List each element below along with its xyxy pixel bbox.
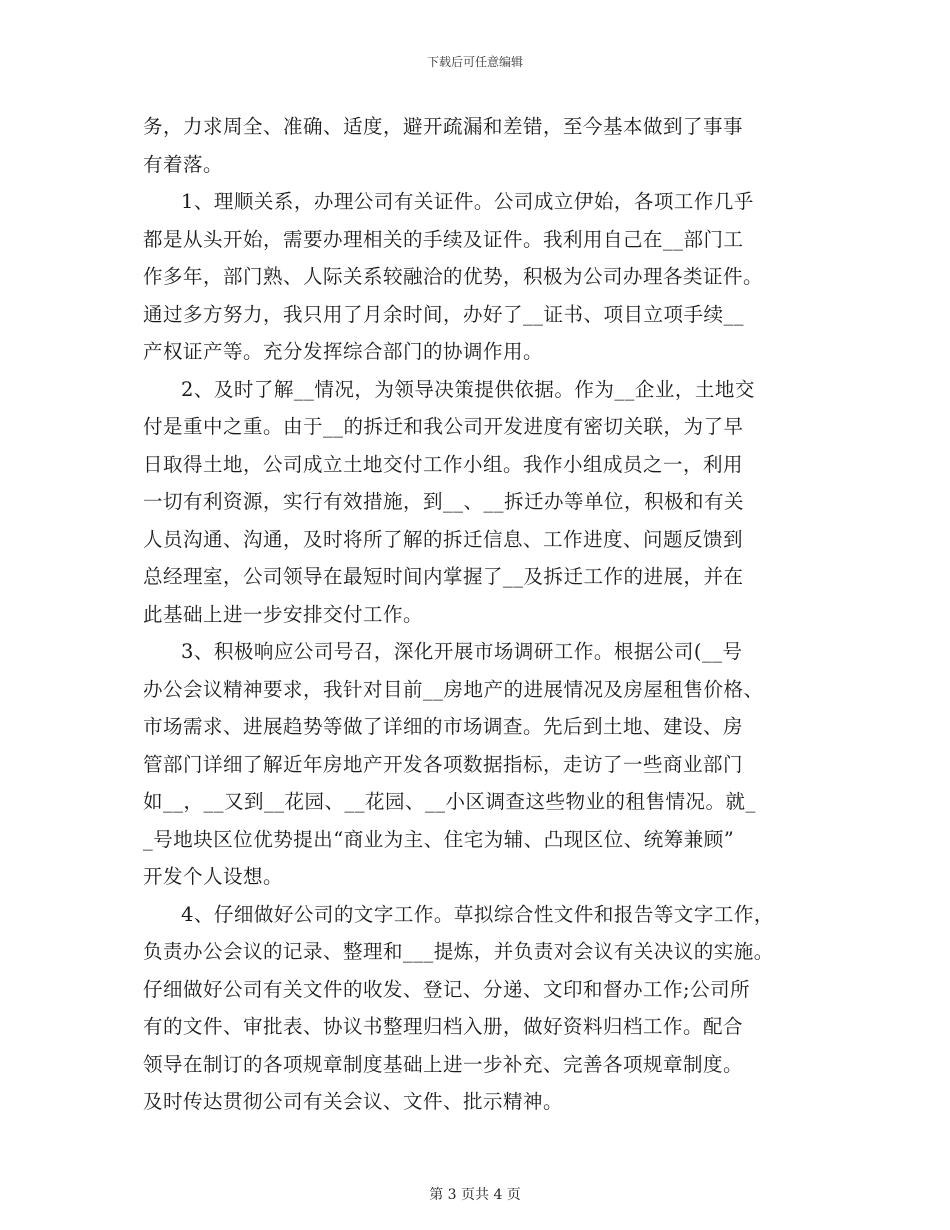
text-line: 人员沟通、沟通，及时将所了解的拆迁信息、工作进度、问题反馈到 [143,527,744,551]
text-line: 一切有利资源，实行有效措施，到__、__拆迁办等单位，积极和有关 [143,490,745,513]
text-line: 作多年，部门熟、人际关系较融洽的优势，积极为公司办理各类证件。 [143,265,764,288]
page-number: 第 3 页共 4 页 [429,1187,521,1203]
text-line: 都是从头开始，需要办理相关的手续及证件。我利用自己在__部门工 [143,227,744,251]
text-line: 有着落。 [143,152,224,176]
text-line: 产权证产等。充分发挥综合部门的协调作用。 [143,340,544,363]
text-line: 管部门详细了解近年房地产开发各项数据指标，走访了一些商业部门 [143,752,744,776]
paragraph-heading-3: 3、积极响应公司号召，深化开展市场调研工作。根据公司(__号 [181,640,743,663]
page-header: 下载后可任意编辑 [426,55,523,69]
text-line: 总经理室，公司领导在最短时间内掌握了__及拆迁工作的进展，并在 [143,565,744,588]
text-line: 及时传达贯彻公司有关会议、文件、批示精神。 [143,1090,564,1113]
text-line: 有的文件、审批表、协议书整理归档入册，做好资料归档工作。配合 [143,1015,744,1038]
paragraph-heading-2: 2、及时了解__情况，为领导决策提供依据。作为__企业，土地交 [181,377,755,401]
paragraph-heading-4: 4、仔细做好公司的文字工作。草拟综合性文件和报告等文字工作， [181,902,774,926]
paragraph-heading-1: 1、理顺关系，办理公司有关证件。公司成立伊始，各项工作几乎 [181,190,754,213]
text-line: 办公会议精神要求，我针对目前__房地产的进展情况及房屋租售价格、 [143,677,764,701]
text-line: 此基础上进一步安排交付工作。 [143,602,424,626]
text-line: 市场需求、进展趋势等做了详细的市场调查。先后到土地、建设、房 [143,715,744,738]
document-body [143,108,823,1121]
text-line: 付是重中之重。由于__的拆迁和我公司开发进度有密切关联，为了早 [143,415,744,438]
text-line: _号地块区位优势提出“商业为主、住宅为辅、凸现区位、统筹兼顾” [143,827,735,851]
text-line: 开发个人设想。 [143,865,284,888]
text-line: 日取得土地，公司成立土地交付工作小组。我作小组成员之一，利用 [143,452,744,476]
text-line: 务，力求周全、准确、适度，避开疏漏和差错，至今基本做到了事事 [143,115,744,138]
text-line: 仔细做好公司有关文件的收发、登记、分递、文印和督办工作;公司所 [143,977,751,1001]
text-line: 如__，__又到__花园、__花园、__小区调查这些物业的租售情况。就_ [143,790,756,813]
text-line: 负责办公会议的记录、整理和___提炼，并负责对会议有关决议的实施。 [143,940,774,963]
text-line: 领导在制订的各项规章制度基础上进一步补充、完善各项规章制度。 [143,1052,744,1076]
text-line: 通过多方努力，我只用了月余时间，办好了__证书、项目立项手续__ [143,302,745,326]
